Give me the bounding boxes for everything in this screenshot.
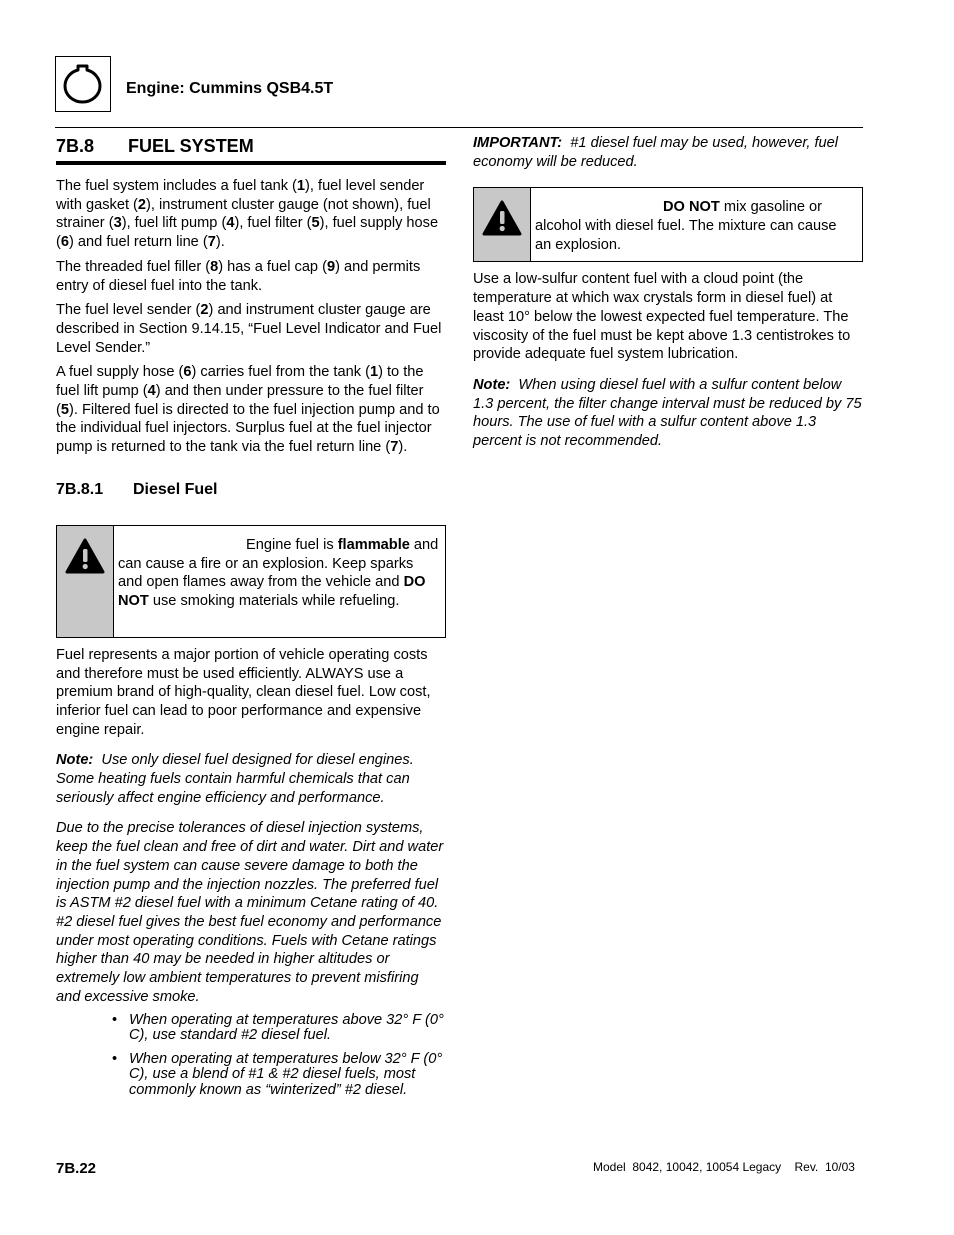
bold-text: 4	[226, 215, 235, 232]
paragraph-fuel-costs: Fuel represents a major portion of vehicle operating costs and therefore must be used efficiently. ALWAYS use a premium brand of high-quality, clean diesel fuel. Low cost, inferior fuel can lead to poor performance and expensive engine repair.	[56, 646, 431, 738]
left-column	[56, 134, 446, 1106]
text-run: ) carries fuel from the tank (	[191, 364, 370, 381]
temperature-bullet-list	[56, 1013, 446, 1099]
flammable-warning-box	[56, 525, 446, 638]
text-run: ) and fuel return line (	[69, 234, 208, 251]
text-run: A fuel supply hose (	[56, 364, 184, 381]
bold-text: 7	[207, 234, 216, 251]
text-run: ), fuel level sender with gasket (	[56, 178, 425, 213]
text-run: ), fuel filter (	[234, 215, 312, 232]
page-header-title: Engine: Cummins QSB4.5T	[126, 80, 334, 97]
section-number: 7B.8	[56, 136, 95, 156]
list-item: • When operating at temperatures above 32° F (0° C), use standard #2 diesel fuel.	[129, 1013, 446, 1044]
engine-icon	[55, 56, 111, 112]
section-rule	[56, 161, 446, 165]
paragraph-fuel-cleanliness: Due to the precise tolerances of diesel injection systems, keep the fuel clean and free of dirt and water. Dirt and water in the fuel system can cause severe damage to both the injection pump and the injection nozzles. The preferred fuel is ASTM #2 diesel fuel with a minimum Cetane rating of 40. #2 diesel fuel gives the best fuel economy and performance under most operating conditions. Fuels with Cetane ratings higher than 40 may be needed in higher altitudes or extremely low ambient temperatures to prevent misfiring and excessive smoke.	[56, 820, 444, 1005]
paragraph-fuel-flow	[56, 363, 446, 457]
note-text: Use only diesel fuel designed for diesel engines. Some heating fuels contain harmful chemicals that can seriously affect engine efficiency and performance.	[56, 752, 414, 806]
warning-icon	[482, 200, 522, 236]
bold-text: 8	[210, 258, 219, 275]
paragraph-fuel-filler	[56, 258, 446, 295]
important-text: #1 diesel fuel may be used, however, fuel economy will be reduced.	[473, 135, 839, 170]
bold-text: 1	[296, 178, 306, 194]
note-label: Note:	[56, 752, 94, 769]
text-run: use smoking materials while refueling.	[148, 592, 400, 609]
text-run: The threaded fuel filler (	[56, 258, 211, 275]
bold-text: 4	[147, 383, 156, 400]
text-run: ). Filtered fuel is directed to the fuel injection pump and to the individual fuel injectors. Surplus fuel at the fuel injector pump is returned to the tank via the fuel return line (	[56, 401, 440, 456]
text-run: The fuel level sender (	[56, 302, 201, 319]
bold-text: 6	[60, 234, 69, 251]
bold-text: 7	[390, 439, 399, 456]
text-run: mix gasoline or alcohol with diesel fuel. The mixture can cause an explosion.	[535, 199, 837, 253]
text-run: ) and then under pressure to the fuel filter (	[56, 383, 424, 418]
paragraph-fuel-level-sender	[56, 301, 446, 357]
bold-text: 2	[137, 196, 147, 213]
section-title: FUEL SYSTEM	[128, 136, 254, 156]
note-text: When using diesel fuel with a sulfur content below 1.3 percent, the filter change interval must be reduced by 75 hours. The use of fuel with a sulfur content above 1.3 percent is not recommended.	[473, 376, 862, 450]
important-note	[473, 134, 863, 171]
bold-text: DO NOT	[118, 574, 426, 609]
warning-icon-column	[474, 188, 531, 261]
text-run: ), instrument cluster gauge (not shown), fuel strainer (	[56, 196, 431, 232]
bold-text: 3	[113, 215, 122, 232]
bold-text: flammable	[337, 536, 410, 553]
bold-text: 1	[369, 364, 379, 381]
bold-text: 5	[311, 215, 320, 232]
note-label: Note:	[473, 376, 511, 393]
text-run: ) to the fuel lift pump (	[56, 364, 424, 400]
list-item: • When operating at temperatures below 32° F (0° C), use a blend of #1 & #2 diesel fuels, most commonly known as “winterized” #2 diesel.	[129, 1052, 446, 1099]
bold-text: 9	[326, 258, 336, 275]
note-diesel-only	[56, 751, 446, 807]
warning-icon-column	[57, 526, 114, 637]
warning-text	[114, 526, 445, 637]
bold-text: DO NOT	[663, 199, 720, 216]
text-run: ) has a fuel cap (	[218, 258, 327, 275]
text-run: ).	[398, 439, 408, 456]
footer-model-info: Model 8042, 10042, 10054 Legacy Rev. 10/03	[593, 1160, 855, 1174]
text-run: ), fuel supply hose (	[56, 215, 439, 251]
bold-text: 6	[183, 364, 192, 381]
bold-text: 2	[200, 302, 209, 319]
page-number: 7B.22	[56, 1160, 97, 1177]
header-divider	[55, 127, 863, 128]
note-sulfur-content	[473, 376, 863, 451]
subsection-heading	[56, 481, 446, 499]
important-label: IMPORTANT:	[473, 135, 563, 151]
right-column	[473, 134, 863, 457]
warning-text	[531, 188, 862, 261]
text-run: The fuel system includes a fuel tank (	[56, 178, 297, 194]
warning-icon	[65, 538, 105, 574]
bold-text: 5	[60, 401, 69, 418]
text-run: ) and instrument cluster gauge are described in Section 9.14.15, “Fuel Level Indicator and Fuel Level Sender.”	[56, 302, 442, 356]
paragraph-fuel-system-components	[56, 177, 446, 252]
text-run: ) and permits entry of diesel fuel into the tank.	[56, 258, 421, 294]
gasoline-warning-box	[473, 187, 863, 262]
paragraph-low-sulfur: Use a low-sulfur content fuel with a cloud point (the temperature at which wax crystals form in diesel fuel) at least 10° below the lowest expected fuel temperature. The viscosity of the fuel must be kept above 1.3 centistrokes to provide adequate fuel system lubrication.	[473, 271, 851, 363]
text-run: ).	[215, 234, 225, 251]
text-run: ), fuel lift pump (	[121, 215, 227, 232]
section-heading	[56, 134, 446, 159]
text-run: Engine fuel is	[246, 536, 338, 553]
subsection-number: 7B.8.1	[56, 480, 104, 498]
text-run: and can cause a fire or an explosion. Keep sparks and open flames away from the vehicle and	[118, 536, 439, 591]
subsection-title: Diesel Fuel	[133, 480, 218, 498]
